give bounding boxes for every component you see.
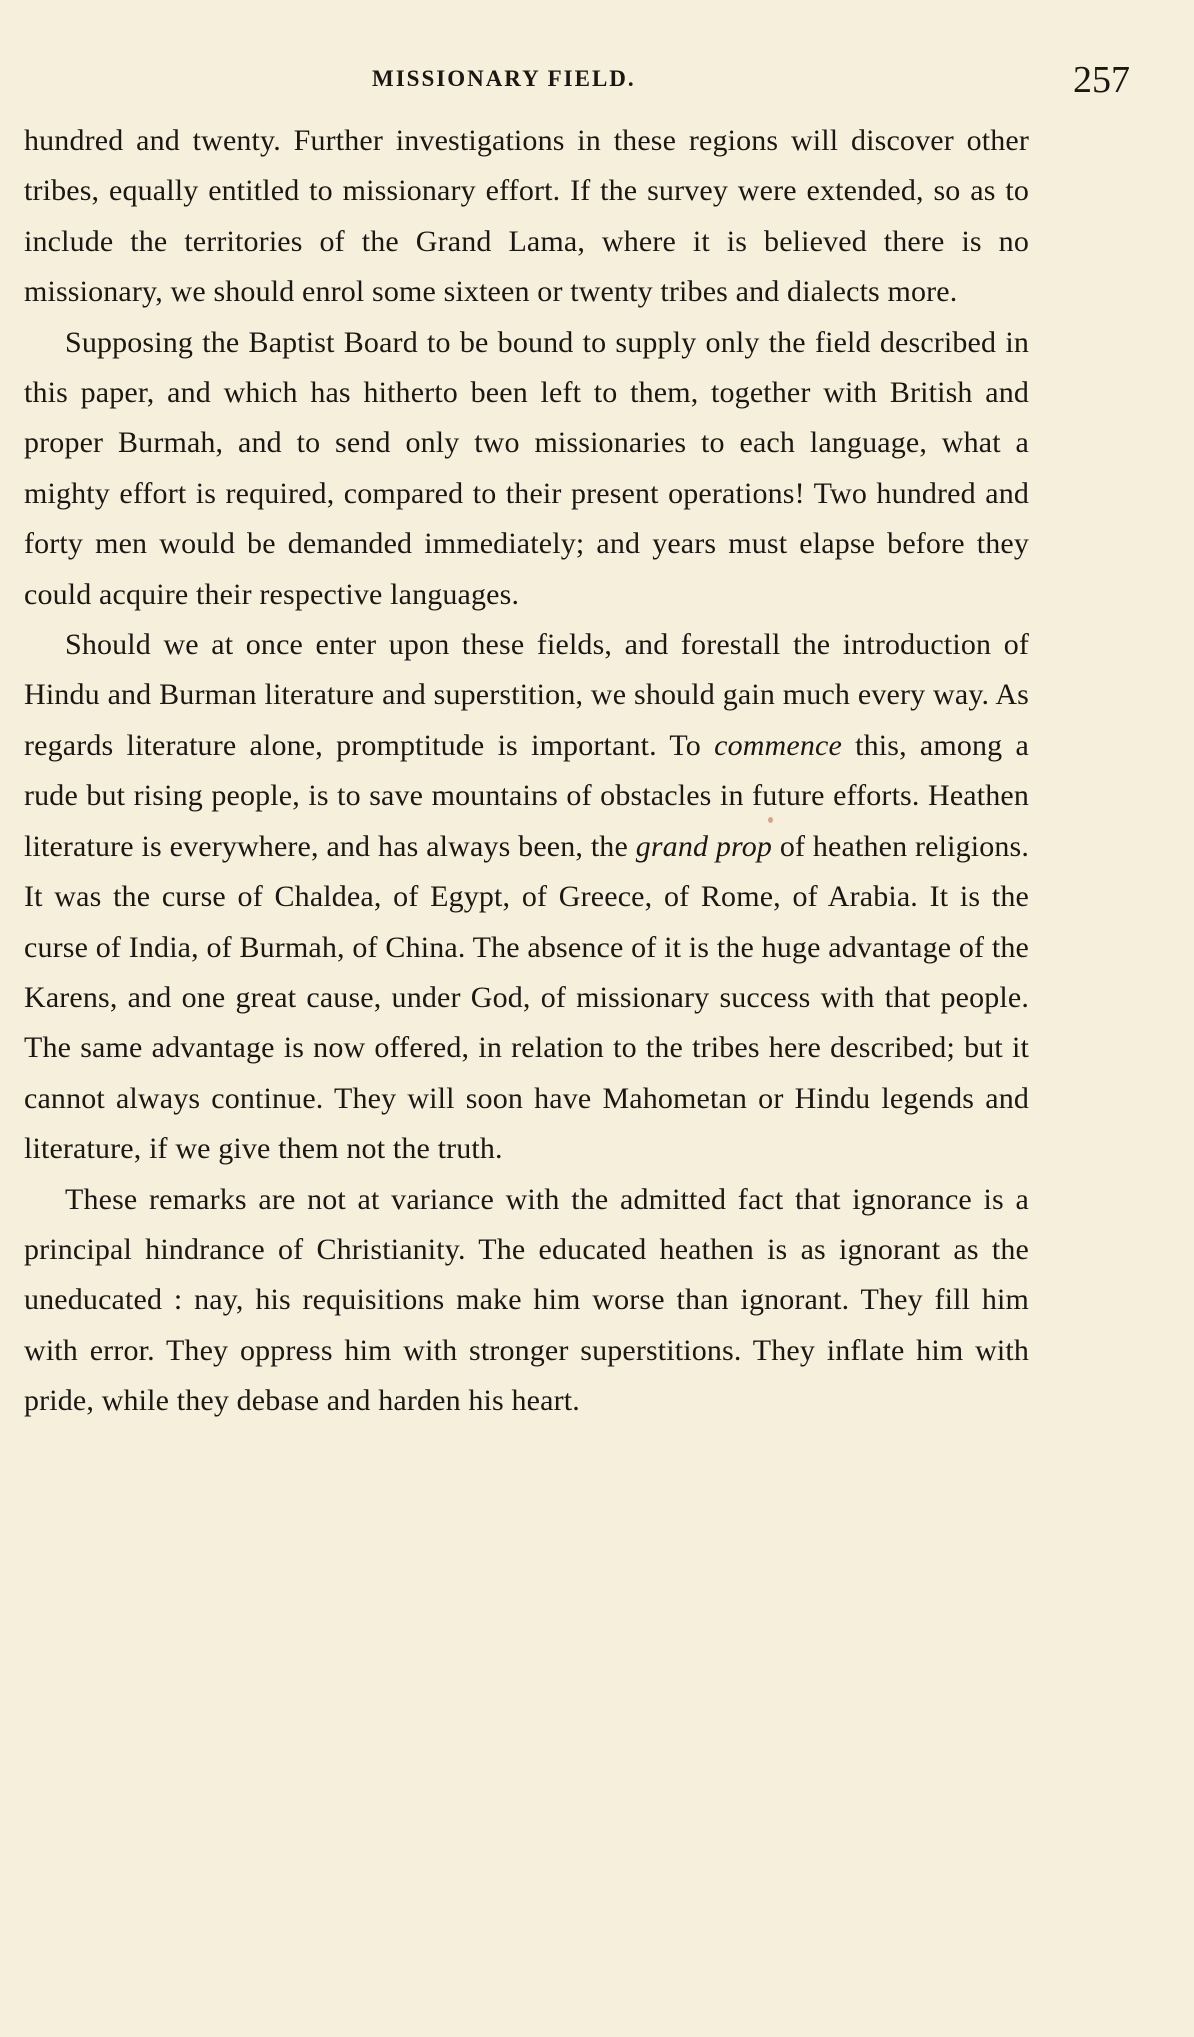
running-title: MISSIONARY FIELD. — [372, 66, 636, 91]
paragraph-2: Supposing the Baptist Board to be bound to supply only the field described in this paper, and which has hitherto been left to them, together with British and proper Burmah, and to send only two missionaries to each language, what a mighty effort is required, compared to their present operations! Two hundred and forty men would be demanded immediately; and years must elapse before they could acquire their respective languages. — [24, 325, 1029, 611]
page-number: 257 — [1073, 59, 1130, 101]
paragraph-4: These remarks are not at variance with the admitted fact that ignorance is a principal hindrance of Christianity. The educated heathen is as ignorant as the uneducated : nay, his requisitions make him worse than ignorant. They fill him with error. They oppress him with stronger superstitions. They inflate him with pride, while they debase and harden his heart. — [24, 1182, 1029, 1418]
paragraph-1: hundred and twenty. Further investigations in these regions will discover other tribes, equally entitled to missionary effort. If the survey were extended, so as to include the territories of the Grand Lama, where it is believed there is no missionary, we should enrol some sixteen or twenty tribes and dialects more. — [24, 124, 1029, 309]
body-text — [24, 116, 1029, 1427]
italic-commence: commence — [714, 728, 842, 762]
paragraph-3 — [24, 620, 1029, 1174]
paragraph-3-part-3: of heathen religions. It was the curse of Chaldea, of Egypt, of Greece, of Rome, of Arabia. It is the curse of India, of Burmah, of China. The absence of it is the huge advantage of the Karens, and one great cause, under God, of missionary success with that people. The same advantage is now offered, in relation to the tribes here described; but it cannot always continue. They will soon have Mahometan or Hindu legends and literature, if we give them not the truth. — [24, 829, 1029, 1166]
paragraph-3-part-2: this, among a rude but rising people, is to save mountains of obstacles in future efforts. Heathen literature is everywhere, and has always been, the — [24, 728, 1029, 863]
running-header — [24, 58, 1154, 101]
paragraph-3-part-1: Should we at once enter upon these fields, and forestall the introduction of Hindu and Burman literature and superstition, we should gain much every way. As regards literature alone, promptitude is important. To — [24, 628, 1029, 762]
italic-grand-prop: grand prop — [635, 829, 773, 863]
